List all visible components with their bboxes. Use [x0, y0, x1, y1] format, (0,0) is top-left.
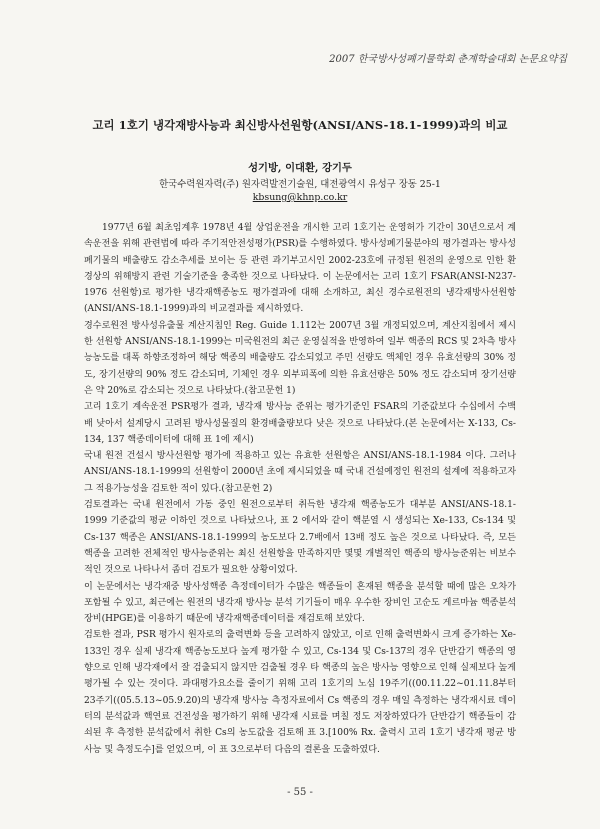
author-email-line — [0, 192, 600, 203]
abstract-body — [84, 220, 516, 758]
paragraph-psr-result: 고리 1호기 계속운전 PSR평가 결과, 냉각재 방사능 준위는 평가기준인 FSAR의 기준값보다 수십에서 수백 배 낮아서 설계당시 고려된 방사성물질의 환경배출량보다 낮은 것으로 나타났다.(본 논문에서는 X-133, Cs-134, 137 핵종데이터에 대해 표 1에 제시) — [84, 402, 516, 445]
paragraph-domestic-source-term: 국내 원전 건설시 방사선원항 평가에 적용하고 있는 유효한 선원항은 ANSI/ANS-18.1-1984 이다. 그러나 ANSI/ANS-18.1-1999의 선원항이 2000년 초에 제시되었을 때 국내 건설예정인 원전의 설계에 적용하고자 그 적용가능성을 검토한 적이 있다.(참고문헌 2) — [84, 451, 516, 494]
paragraph-intro: 1977년 6월 최초임계후 1978년 4월 상업운전을 개시한 고리 1호기는 운영허가 기간이 30년으로서 계속운전을 위해 관련법에 따라 주기적안전성평가(PSR)를 수행하였다. 방사성폐기물분야의 평가결과는 방사성폐기물의 배출량도 감소추세를 보이는 등 관련 과기부고시인 2002-23호에 규정된 원전의 운영으로 인한 환경상의 위해방지 관련 기술기준을 충족한 것으로 나타났다. 이 논문에서는 고리 1호기 FSAR(ANSI-N237-1976 선원항)로 평가한 냉각재핵종농도 평가결과에 대해 소개하고, 최신 경수로원전의 냉각재방사선원항(ANSI/ANS-18.1-1999)과의 비교결과를 제시하였다. — [84, 223, 516, 315]
paragraph-reg-guide: 경수로원전 방사성유출물 계산지침인 Reg. Guide 1.112는 2007년 3월 개정되었으며, 계산지침에서 제시한 선원항 ANSI/ANS-18.1-1999는 미국원전의 최근 운영실적을 반영하여 일부 핵종의 RCS 및 2차측 방사능농도를 대폭 하향조정하여 해당 핵종의 배출량도 감소되었고 주민 선량도 액체인 경우 유효선량의 30% 정도, 장기선량의 90% 정도 감소되며, 기체인 경우 외부피폭에 의한 유효선량은 50% 정도 감소되며 장기선량은 약 20%로 감소되는 것으로 나타났다.(참고문헌 1) — [84, 320, 516, 396]
page-number: - 55 - — [287, 787, 313, 798]
author-list: 성기방, 이대환, 강기두 — [248, 162, 352, 174]
author-email[interactable]: kbsung@khnp.co.kr — [252, 192, 348, 203]
affiliation: 한국수력원자력(주) 원자력발전기술원, 대전광역시 유성구 장동 25-1 — [159, 179, 441, 190]
running-header: 2007 한국방사성폐기물학회 춘계학술대회 논문요약집 — [329, 54, 567, 65]
paragraph-this-paper: 이 논문에서는 냉각재중 방사성핵종 측정데이터가 수많은 핵종들이 혼재된 핵종을 분석할 때에 많은 오차가 포함될 수 있고, 최근에는 원전의 냉각재 방사능 분석 기기들이 매우 우수한 장비인 고순도 게르마늄 핵종분석장비(HPGE)를 이용하기 때문에 냉각재핵종데이터를 재검토해 보았다. — [84, 581, 516, 625]
paragraph-review-result: 검토결과는 국내 원전에서 가동 중인 원전으로부터 취득한 냉각재 핵종농도가 대부분 ANSI/ANS-18.1-1999 기준값의 평균 이하인 것으로 나타났으나, 표 2 에서와 같이 핵분열 시 생성되는 Xe-133, Cs-134 및 Cs-137 핵종은 ANSI/ANS-18.1-1999의 농도보다 2.7배에서 13배 정도 높은 것으로 나타났다. 즉, 모든 핵종을 고려한 전체적인 방사능준위는 최신 선원항을 만족하지만 몇몇 개별적인 핵종의 방사능준위는 비보수적인 것으로 나타나서 좀더 검토가 필요한 상황이었다. — [84, 500, 516, 576]
paper-title: 고리 1호기 냉각재방사능과 최신방사선원항(ANSI/ANS-18.1-1999)과의 비교 — [92, 118, 508, 132]
paragraph-analysis: 검토한 결과, PSR 평가시 원자로의 출력변화 등을 고려하지 않았고, 이로 인해 출력변화시 크게 증가하는 Xe-133인 경우 실제 냉각재 핵종농도보다 높게 평가할 수 있고, Cs-134 및 Cs-137의 경우 단반감기 핵종의 영향으로 인해 냉각재에서 잘 검출되지 않지만 검출될 경우 타 핵종의 높은 방사능 영향으로 인해 실제보다 높게 평가될 수 있는 것이다. 과대평가요소를 줄이기 위해 고리 1호기의 노심 19주기((00.11.22~01.11.8부터 23주기((05.5.13~05.9.20)의 냉각재 방사능 측정자료에서 Cs 핵종의 경우 매일 측정하는 냉각재시료 데이터의 분석값과 핵연료 건전성을 평가하기 위해 냉각재 시료를 며칠 정도 저장하였다가 단반감기 핵종들이 감쇠된 후 측정한 분석값에서 취한 Cs의 농도값을 검토해 표 3.[100% Rx. 출력시 고리 1호기 냉각재 평균 방사능 및 측정도수]를 얻었으며, 이 표 3으로부터 다음의 결론을 도출하였다. — [84, 630, 516, 755]
